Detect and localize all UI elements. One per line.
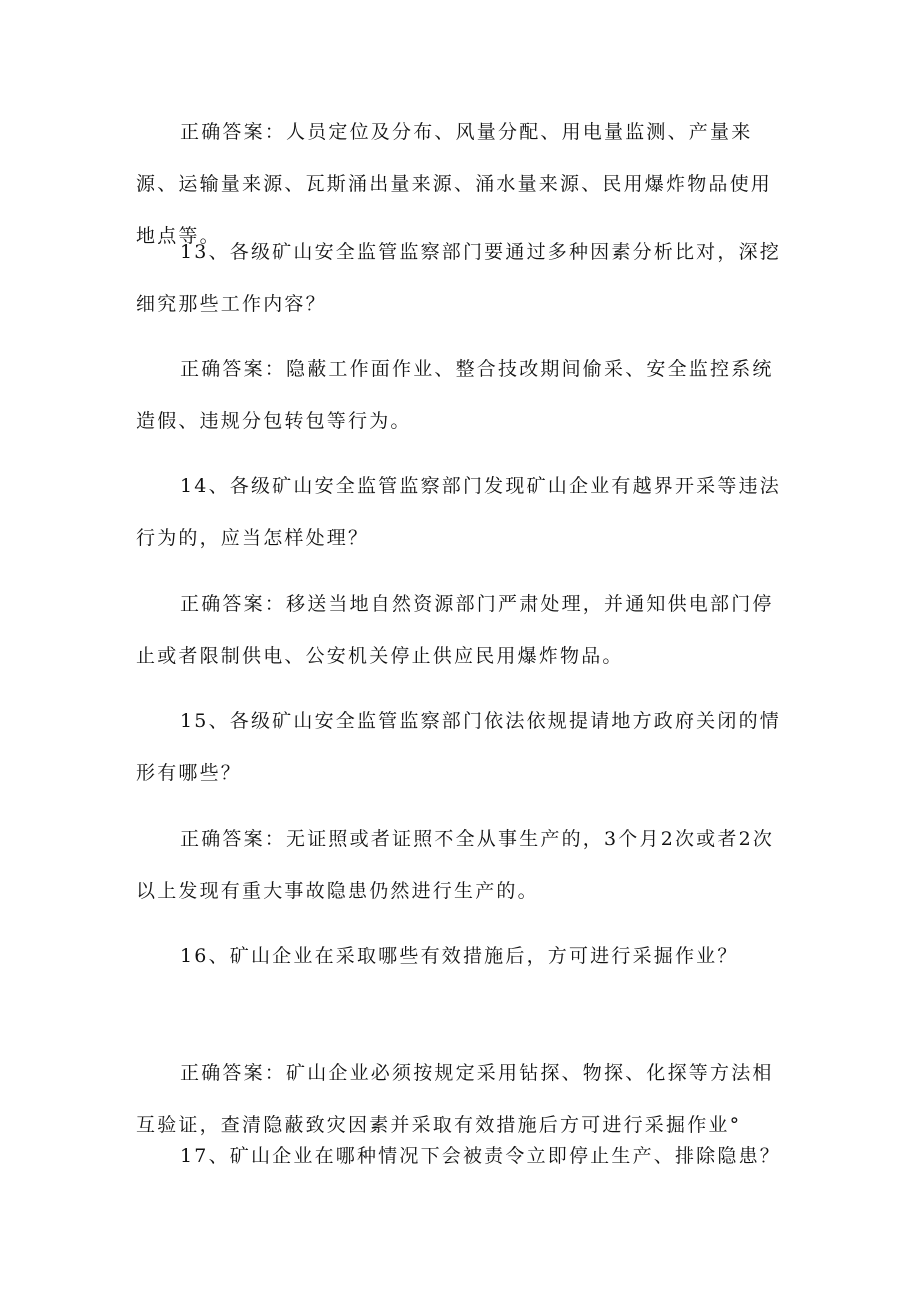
question-paragraph-14: 14、各级矿山安全监管监察部门发现矿山企业有越界开采等违法行为的，应当怎样处理？ <box>136 475 781 549</box>
answer-paragraph-13: 正确答案：隐蔽工作面作业、整合技改期间偷采、安全监控系统造假、违规分包转包等行为。 <box>136 358 774 432</box>
question-paragraph-17: 17、矿山企业在哪种情况下会被责令立即停止生产、排除隐患？ <box>180 1145 781 1167</box>
answer-paragraph-15: 正确答案：无证照或者证照不全从事生产的，3个月2次或者2次以上发现有重大事故隐患仍然进行生产的。 <box>136 828 775 902</box>
answer-paragraph-14: 正确答案：移送当地自然资源部门严肃处理，并通知供电部门停止或者限制供电、公安机关停止供应民用爆炸物品。 <box>136 593 774 667</box>
answer-paragraph-16: 正确答案：矿山企业必须按规定采用钻探、物探、化探等方法相互验证，查清隐蔽致灾因素并采取有效措施后方可进行采掘作业° <box>136 1062 774 1136</box>
question-paragraph-16: 16、矿山企业在采取哪些有效措施后，方可进行采掘作业？ <box>180 945 739 967</box>
question-paragraph-15: 15、各级矿山安全监管监察部门依法依规提请地方政府关闭的情形有哪些？ <box>136 710 781 784</box>
answer-paragraph-12: 正确答案：人员定位及分布、风量分配、用电量监测、产量来源、运输量来源、瓦斯涌出量来源、涌水量来源、民用爆炸物品使用地点等。 <box>136 121 773 247</box>
question-paragraph-13: 13、各级矿山安全监管监察部门要通过多种因素分析比对，深挖细究那些工作内容？ <box>136 241 781 315</box>
